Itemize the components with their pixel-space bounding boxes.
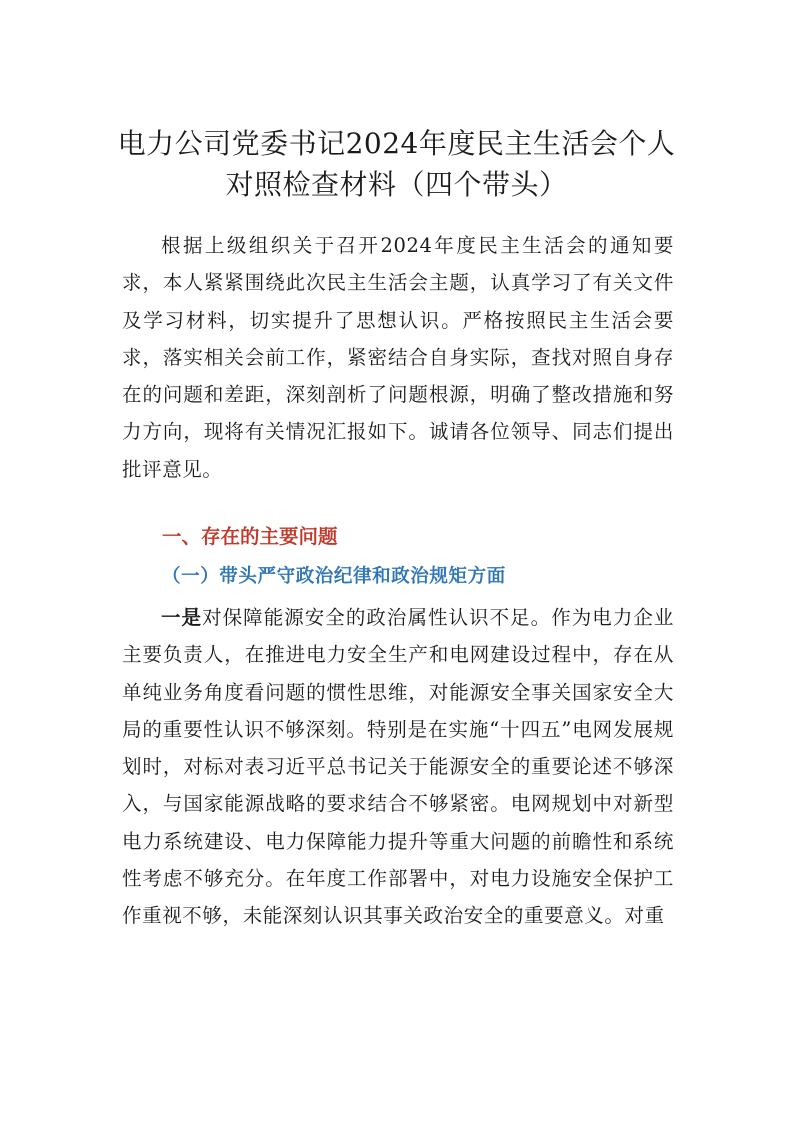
point-one-lead: 一是 xyxy=(161,606,203,629)
intro-paragraph: 根据上级组织关于召开2024年度民主生活会的通知要求，本人紧紧围绕此次民主生活会主题，认真学习了有关文件及学习材料，切实提升了思想认识。严格按照民主生活会要求，落实相关会前工作，紧密结合自身实际，查找对照自身存在的问题和差距，深刻剖析了问题根源，明确了整改措施和努力方向，现将有关情况汇报如下。诚请各位领导、同志们提出批评意见。 xyxy=(122,234,674,481)
section-heading-main-problems: 一、存在的主要问题 xyxy=(162,525,338,548)
point-one-text: 对保障能源安全的政治属性认识不足。作为电力企业主要负责人，在推进电力安全生产和电网建设过程中，存在从单纯业务角度看问题的惯性思维，对能源安全事关国家安全大局的重要性认识不够深刻。特别是在实施“十四五”电网发展规划时，对标对表习近平总书记关于能源安全的重要论述不够深入，与国家能源战略的要求结合不够紧密。电网规划中对新型电力系统建设、电力保障能力提升等重大问题的前瞻性和系统性考虑不够充分。在年度工作部署中，对电力设施安全保护工作重视不够，未能深刻认识其事关政治安全的重要意义。对重 xyxy=(122,606,674,928)
document-title-line-2: 对照检查材料（四个带头） xyxy=(225,168,568,201)
document-title-line-1: 电力公司党委书记2024年度民主生活会个人 xyxy=(117,127,676,160)
point-one-paragraph xyxy=(122,599,674,935)
subsection-heading-political-discipline: （一）带头严守政治纪律和政治规矩方面 xyxy=(162,566,506,587)
